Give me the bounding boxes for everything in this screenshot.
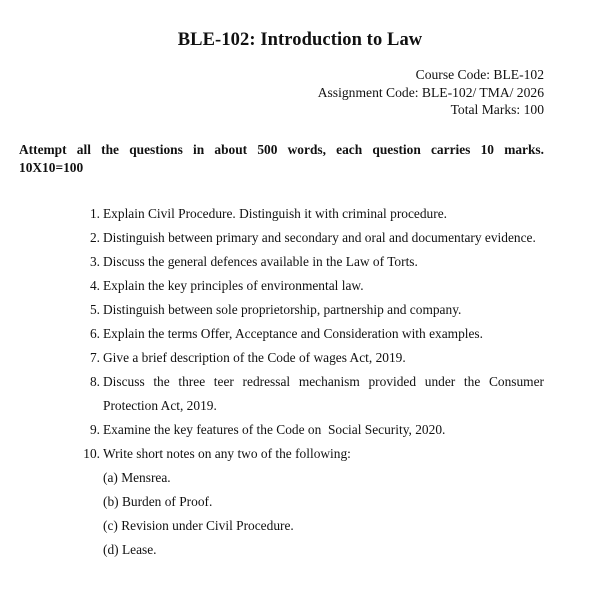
question-number: 3.	[89, 254, 100, 269]
total-marks: Total Marks: 100	[450, 102, 544, 117]
question-7	[78, 346, 544, 370]
sub-item-a: (a) Mensrea.	[103, 470, 171, 485]
question-8	[78, 370, 544, 418]
question-text: Examine the key features of the Code on Social Security, 2020.	[103, 422, 446, 437]
question-number: 6.	[89, 326, 100, 341]
sub-item-d: (d) Lease.	[103, 542, 157, 557]
question-number: 8.	[89, 374, 100, 389]
instructions-line-2: 10X10=100	[19, 159, 84, 175]
question-text: Explain the terms Offer, Acceptance and Consideration with examples.	[103, 326, 483, 341]
question-text: Discuss the general defences available in the Law of Torts.	[103, 254, 418, 269]
question-text: Discuss the three teer redressal mechanism provided under the Consumer Protection Act, 2019.	[103, 374, 544, 413]
question-3	[78, 250, 544, 274]
course-meta	[318, 66, 544, 119]
question-5	[78, 298, 544, 322]
question-4	[78, 274, 544, 298]
question-number: 2.	[89, 230, 100, 245]
question-text: Distinguish between primary and secondary and oral and documentary evidence.	[103, 230, 536, 245]
document-title: BLE-102: Introduction to Law	[177, 30, 423, 50]
instructions-line-1: Attempt all the questions in about 500 words, each question carries 10 marks.	[19, 142, 544, 157]
sub-item-list	[103, 466, 544, 562]
assignment-code: Assignment Code: BLE-102/ TMA/ 2026	[317, 84, 544, 100]
question-2	[78, 226, 544, 250]
question-number: 9.	[89, 422, 100, 437]
question-text: Write short notes on any two of the following:	[103, 446, 351, 461]
question-number: 1.	[89, 206, 100, 221]
instructions	[19, 141, 544, 176]
sub-item-b: (b) Burden of Proof.	[103, 494, 213, 509]
question-number: 10.	[83, 446, 100, 461]
question-10	[78, 442, 544, 562]
question-number: 4.	[89, 278, 100, 293]
question-text: Explain the key principles of environmental law.	[103, 278, 364, 293]
question-text: Distinguish between sole proprietorship, partnership and company.	[103, 302, 462, 317]
question-list	[78, 202, 544, 562]
question-9	[78, 418, 544, 442]
course-code: Course Code: BLE-102	[415, 67, 544, 82]
question-number: 5.	[89, 302, 100, 317]
sub-item-c: (c) Revision under Civil Procedure.	[103, 518, 294, 533]
question-1	[78, 202, 544, 226]
question-number: 7.	[89, 350, 100, 365]
question-text: Give a brief description of the Code of wages Act, 2019.	[103, 350, 406, 365]
question-6	[78, 322, 544, 346]
question-text: Explain Civil Procedure. Distinguish it with criminal procedure.	[103, 206, 447, 221]
